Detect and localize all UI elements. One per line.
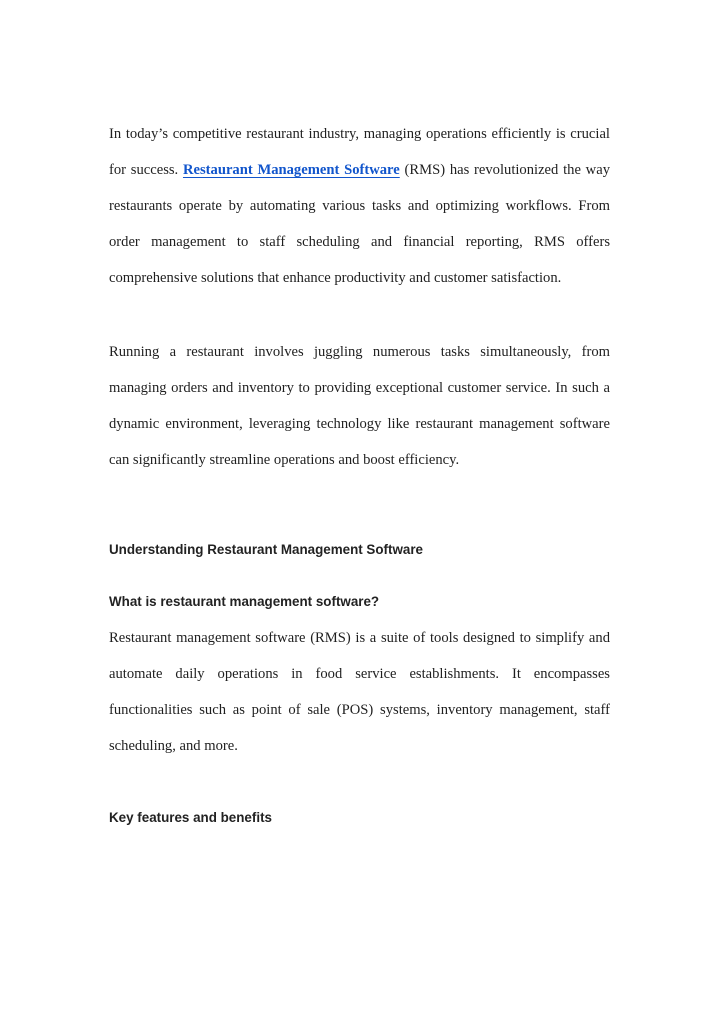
subheading-key-features: Key features and benefits <box>109 810 272 825</box>
restaurant-management-software-link[interactable]: Restaurant Management Software <box>182 162 400 178</box>
document-body <box>109 116 610 836</box>
definition-paragraph: Restaurant management software (RMS) is a suite of tools designed to simplify and automate daily operations in food service establishments. It encompasses functionalities such as point of sale (POS) systems, inventory management, staff scheduling, and more. <box>109 630 610 754</box>
intro-paragraph <box>109 116 610 296</box>
intro-text-before-link: In today’s competitive restaurant industry, managing operations efficiently is crucial for success. <box>109 126 610 178</box>
intro-text-after-link: (RMS) has revolutionized the way restaurants operate by automating various tasks and optimizing workflows. From order management to staff scheduling and financial reporting, RMS offers comprehensive solutions that enhance productivity and customer satisfaction. <box>109 162 610 286</box>
subheading-what-is-rms: What is restaurant management software? <box>109 594 380 609</box>
context-paragraph: Running a restaurant involves juggling numerous tasks simultaneously, from managing orders and inventory to providing exceptional customer service. In such a dynamic environment, leveraging technology like restaurant management software can significantly streamline operations and boost efficiency. <box>109 344 610 468</box>
section-heading-understanding: Understanding Restaurant Management Software <box>109 542 423 557</box>
